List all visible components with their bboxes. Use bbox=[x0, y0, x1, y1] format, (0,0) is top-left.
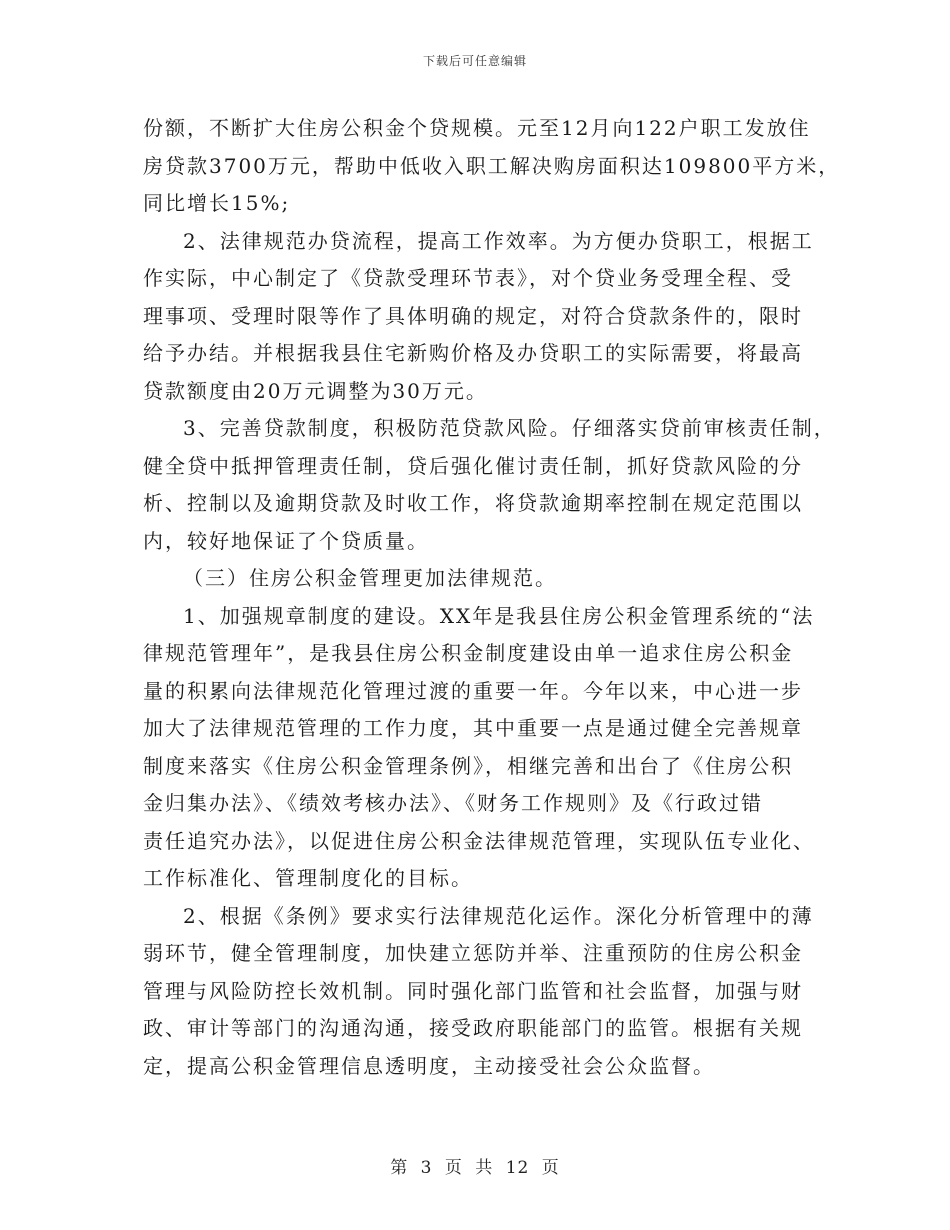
text-line: 1、加强规章制度的建设。XX年是我县住房公积金管理系统的“法 bbox=[183, 603, 815, 628]
text-line: 量的积累向法律规范化管理过渡的重要一年。今年以来，中心进一步 bbox=[143, 678, 803, 703]
text-line: 工作标准化、管理制度化的目标。 bbox=[143, 866, 473, 890]
text-line: 弱环节，健全管理制度，加快建立惩防并举、注重预防的住房公积金 bbox=[143, 941, 803, 965]
text-line: 析、控制以及逾期贷款及时收工作，将贷款逾期率控制在规定范围以 bbox=[143, 491, 803, 515]
text-line: 健全贷中抵押管理责任制，贷后强化催讨责任制，抓好贷款风险的分 bbox=[143, 453, 803, 478]
text-line: （三）住房公积金管理更加法律规范。 bbox=[183, 566, 557, 590]
text-line: 责任追究办法》，以促进住房公积金法律规范管理，实现队伍专业化、 bbox=[143, 828, 815, 853]
text-line: 理事项、受理时限等作了具体明确的规定，对符合贷款条件的，限时 bbox=[143, 303, 803, 328]
text-line: 管理与风险防控长效机制。同时强化部门监管和社会监督，加强与财 bbox=[143, 978, 803, 1003]
text-line: 房贷款3700万元，帮助中低收入职工解决购房面积达109800平方米， bbox=[143, 153, 841, 178]
text-line: 作实际，中心制定了《贷款受理环节表》，对个贷业务受理全程、受 bbox=[143, 266, 793, 290]
text-line: 金归集办法》、《绩效考核办法》、《财务工作规则》及《行政过错 bbox=[143, 791, 763, 815]
page-number: 第 3 页 共 12 页 bbox=[390, 1158, 560, 1178]
header-note: 下载后可任意编辑 bbox=[422, 54, 527, 68]
text-line: 定，提高公积金管理信息透明度，主动接受社会公众监督。 bbox=[143, 1053, 715, 1078]
text-line: 2、法律规范办贷流程，提高工作效率。为方便办贷职工，根据工 bbox=[183, 228, 814, 253]
text-line: 贷款额度由20万元调整为30万元。 bbox=[143, 378, 488, 403]
text-line: 内，较好地保证了个贷质量。 bbox=[143, 528, 429, 553]
text-line: 制度来落实《住房公积金管理条例》，相继完善和出台了《住房公积 bbox=[143, 753, 793, 778]
text-line: 同比增长15%; bbox=[143, 191, 291, 215]
text-line: 3、完善贷款制度，积极防范贷款风险。仔细落实贷前审核责任制， bbox=[183, 416, 836, 440]
text-line: 律规范管理年”，是我县住房公积金制度建设由单一追求住房公积金 bbox=[143, 641, 794, 665]
text-line: 份额，不断扩大住房公积金个贷规模。元至12月向122户职工发放住 bbox=[143, 116, 811, 140]
document-body bbox=[143, 110, 841, 1085]
text-line: 给予办结。并根据我县住宅新购价格及办贷职工的实际需要，将最高 bbox=[143, 341, 803, 365]
text-line: 政、审计等部门的沟通沟通，接受政府职能部门的监管。根据有关规 bbox=[143, 1016, 803, 1040]
text-line: 加大了法律规范管理的工作力度，其中重要一点是通过健全完善规章 bbox=[143, 716, 803, 740]
text-line: 2、根据《条例》要求实行法律规范化运作。深化分析管理中的薄 bbox=[183, 903, 814, 928]
